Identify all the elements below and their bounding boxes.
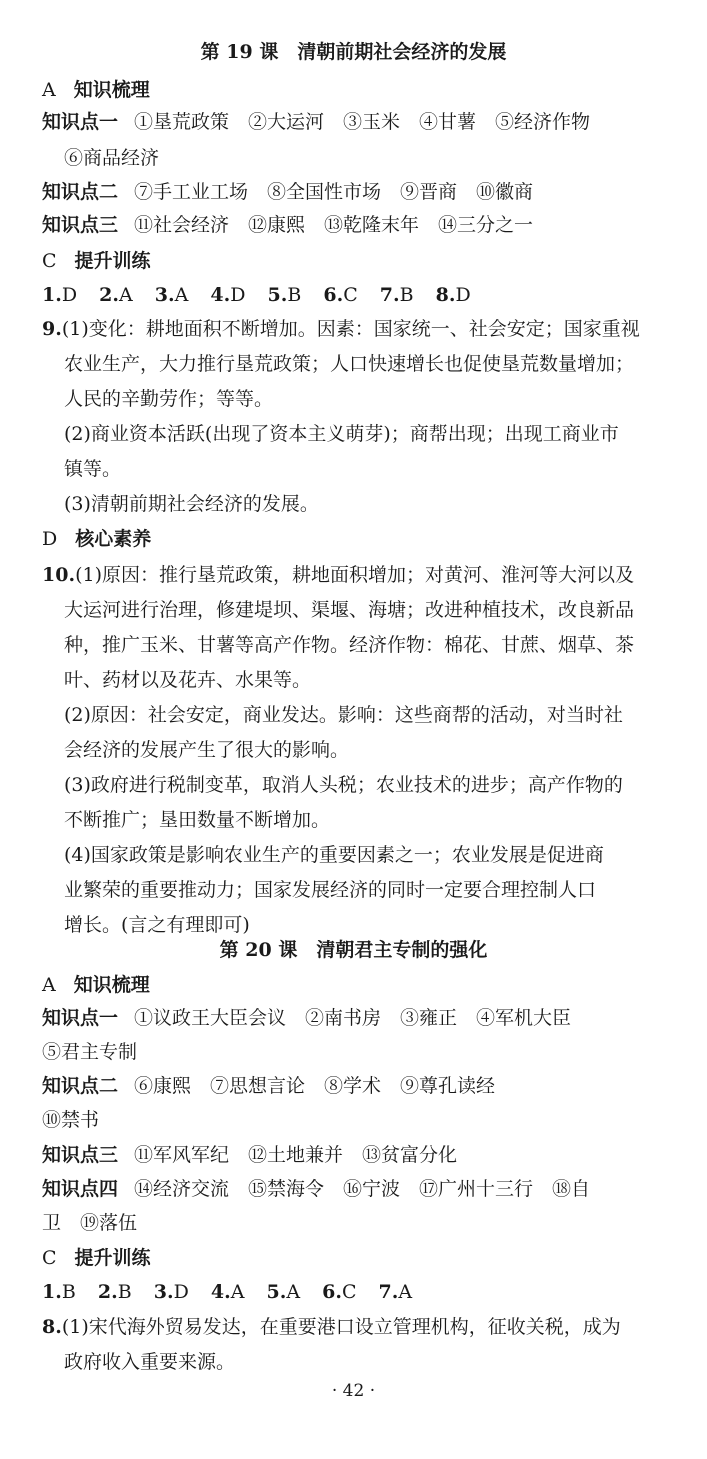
q10-line: 会经济的发展产生了很大的影响。 [64,739,350,761]
answer-text: (1)原因：推行垦荒政策，耕地面积增加；对黄河、淮河等大河以及 [75,564,634,586]
q8-line: 政府收入重要来源。 [64,1351,236,1373]
question-number: 7. [378,1281,399,1303]
kp-label: 知识点四 [42,1178,119,1200]
answer-text: (1)变化：耕地面积不断增加。因素：国家统一、社会安定；国家重视 [61,318,640,340]
kp-items: ⑪军风军纪 ⑫土地兼并 ⑬贫富分化 [134,1144,458,1166]
kp-items: ⑭经济交流 ⑮禁海令 ⑯宁波 ⑰广州十三行 ⑱自 [134,1178,591,1200]
answer-letter: D [455,284,471,306]
question-number: 6. [322,1281,342,1303]
mc-answers [42,1280,662,1304]
q10-line: (2)原因：社会安定，商业发达。影响：这些商帮的活动，对当时社 [64,704,623,726]
question-number: 6. [323,284,344,306]
q9-line: 人民的辛勤劳作；等等。 [64,388,274,410]
lesson-19-title: 第 19 课 清朝前期社会经济的发展 [200,41,507,63]
lesson-20-title: 第 20 课 清朝君主专制的强化 [219,939,488,961]
kp-label: 知识点一 [42,111,119,133]
mc-answer [268,284,302,306]
question-number: 3. [154,284,175,306]
section-name: 提升训练 [74,250,151,272]
question-number: 4. [210,1281,231,1303]
mc-answer [323,284,357,306]
mc-answer [210,284,245,306]
question-number: 8. [42,1316,62,1338]
question-number: 4. [210,284,231,306]
q8-line [42,1315,662,1339]
question-number: 5. [267,284,288,306]
q10-line [42,563,662,587]
kp-label: 知识点三 [42,214,119,236]
mc-answer [380,284,414,306]
kp-items: ⑪社会经济 ⑫康熙 ⑬乾隆末年 ⑭三分之一 [134,214,534,236]
knowledge-point-1 [42,110,662,134]
mc-answer [322,1281,356,1303]
mc-answer [42,1281,76,1303]
section-letter: D [42,528,58,550]
answer-letter: A [174,284,189,306]
answer-letter: D [230,284,246,306]
question-number: 1. [42,284,62,306]
section-letter: C [42,250,57,272]
kp-items: ⑥康熙 ⑦思想言论 ⑧学术 ⑨尊孔读经 [134,1075,496,1097]
answer-letter: D [173,1281,189,1303]
knowledge-point-4 [42,1177,662,1201]
mc-answer [379,1281,413,1303]
kp-items: ①议政王大臣会议 ②南书房 ③雍正 ④军机大臣 [134,1007,572,1029]
kp-items: ⑦手工业工场 ⑧全国性市场 ⑨晋商 ⑩徽商 [134,181,534,203]
mc-answers [42,283,662,307]
q10-line: 叶、药材以及花卉、水果等。 [64,669,312,691]
section-letter: A [42,974,56,996]
answer-text: (1)宋代海外贸易发达，在重要港口设立管理机构，征收关税，成为 [61,1316,621,1338]
answer-letter: A [286,1281,301,1303]
question-number: 7. [379,284,400,306]
kp-label: 知识点一 [42,1007,119,1029]
answer-letter: B [117,1281,132,1303]
question-number: 3. [153,1281,174,1303]
section-name: 知识梳理 [73,79,150,101]
question-number: 10. [42,564,76,586]
answer-letter: A [398,1281,413,1303]
knowledge-point-1 [42,1006,662,1030]
kp-label: 知识点三 [42,1144,119,1166]
question-number: 5. [266,1281,287,1303]
question-number: 1. [42,1281,62,1303]
mc-answer [266,1281,300,1303]
knowledge-point-4-cont: 卫 ⑲落伍 [42,1212,138,1234]
question-number: 8. [435,284,456,306]
q9-line: (2)商业资本活跃(出现了资本主义萌芽)；商帮出现；出现工商业市 [64,423,619,445]
section-d-heading [42,527,662,551]
mc-answer [436,284,471,306]
q10-line: 业繁荣的重要推动力；国家发展经济的同时一定要合理控制人口 [64,879,597,901]
knowledge-point-1-cont: ⑤君主专制 [42,1041,138,1063]
question-number: 9. [42,318,62,340]
q10-line: (3)政府进行税制变革，取消人头税；农业技术的进步；高产作物的 [64,774,623,796]
section-letter: C [42,1247,57,1269]
answer-letter: C [341,1281,357,1303]
page-number: · 42 · [331,1381,376,1401]
section-name: 核心素养 [75,528,152,550]
answer-letter: C [343,284,358,306]
section-c-heading [42,249,662,273]
answer-letter: B [287,284,302,306]
section-letter: A [42,79,56,101]
answer-letter: B [399,284,414,306]
q10-line: 增长。(言之有理即可) [64,914,250,936]
q9-line: 镇等。 [64,458,122,480]
section-name: 知识梳理 [73,974,150,996]
mc-answer [155,284,189,306]
answer-letter: B [61,1281,76,1303]
section-a-heading [42,78,662,102]
q10-line: 不断推广；垦田数量不断增加。 [64,809,331,831]
q10-line: 种，推广玉米、甘薯等高产作物。经济作物：棉花、甘蔗、烟草、茶 [64,634,635,656]
answer-letter: A [118,284,133,306]
knowledge-point-3 [42,1143,662,1167]
answer-letter: A [230,1281,245,1303]
section-c-heading [42,1246,662,1270]
knowledge-point-2-cont: ⑩禁书 [42,1109,100,1131]
question-number: 2. [97,1281,118,1303]
question-number: 2. [99,284,119,306]
section-a-heading [42,973,662,997]
mc-answer [99,284,133,306]
mc-answer [42,284,77,306]
q9-line: (3)清朝前期社会经济的发展。 [64,493,319,515]
kp-items: ①垦荒政策 ②大运河 ③玉米 ④甘薯 ⑤经济作物 [134,111,591,133]
kp-label: 知识点二 [42,181,119,203]
q10-line: (4)国家政策是影响农业生产的重要因素之一；农业发展是促进商 [64,844,604,866]
knowledge-point-1-cont: ⑥商品经济 [64,147,160,169]
knowledge-point-2 [42,1074,662,1098]
knowledge-point-3 [42,213,662,237]
mc-answer [211,1281,245,1303]
mc-answer [98,1281,132,1303]
knowledge-point-2 [42,180,662,204]
q9-line [42,317,662,341]
mc-answer [154,1281,189,1303]
answer-letter: D [61,284,78,306]
kp-label: 知识点二 [42,1075,119,1097]
q9-line: 农业生产，大力推行垦荒政策；人口快速增长也促使垦荒数量增加； [64,353,635,375]
q10-line: 大运河进行治理，修建堤坝、渠堰、海塘；改进种植技术，改良新品 [64,599,635,621]
section-name: 提升训练 [74,1247,151,1269]
